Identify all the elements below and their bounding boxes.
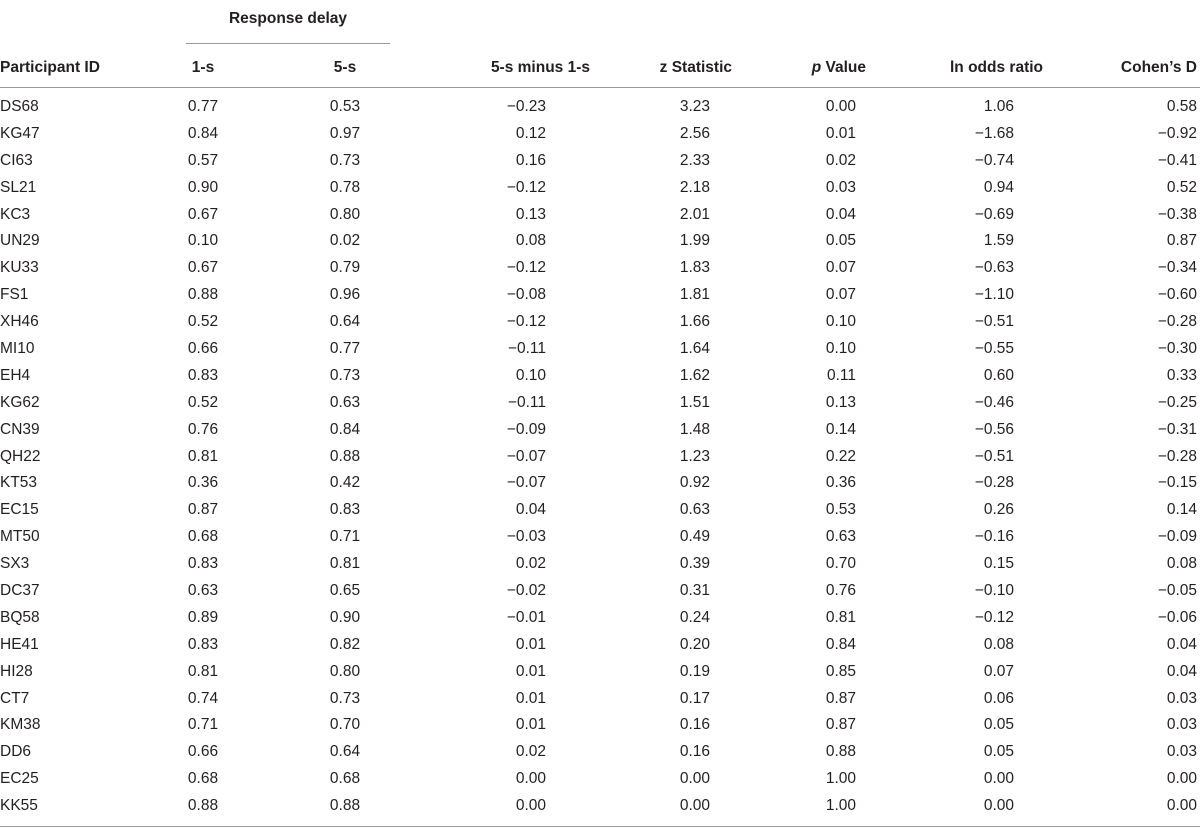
cell-five-s: 0.53	[329, 98, 361, 115]
cell-one-s: 0.81	[187, 447, 219, 465]
cell-diff: 0.13	[515, 205, 546, 223]
cell-participant-id: BQ58	[0, 608, 40, 626]
cell-cohens-d: 0.03	[1166, 743, 1197, 761]
cell-p-value: 0.10	[825, 340, 856, 358]
cell-five-s: 0.96	[329, 286, 361, 304]
header-5s-minus-1s: 5-s minus 1-s	[490, 59, 590, 76]
cell-p-value: 0.53	[825, 501, 856, 519]
cell-p-value: 0.07	[825, 286, 856, 304]
cell-participant-id: HI28	[0, 662, 33, 680]
cell-five-s: 0.63	[329, 393, 361, 411]
cell-participant-id: SL21	[0, 178, 37, 196]
table-row	[0, 121, 1200, 148]
header-participant-id: Participant ID	[0, 59, 100, 76]
cell-participant-id: KT53	[0, 474, 38, 492]
cell-five-s: 0.81	[329, 555, 361, 573]
cell-one-s: 0.68	[187, 528, 219, 546]
cell-ln-odds-ratio: 1.06	[983, 98, 1014, 115]
cell-p-value: 0.76	[825, 582, 856, 600]
cell-diff: 0.02	[515, 743, 546, 761]
cell-diff: −0.09	[506, 420, 546, 438]
cell-diff: 0.02	[515, 555, 546, 573]
cell-five-s: 0.78	[329, 178, 361, 196]
cell-cohens-d: −0.06	[1157, 608, 1197, 626]
cell-p-value: 0.03	[825, 178, 856, 196]
table-row	[0, 336, 1200, 363]
cell-z-statistic: 0.00	[679, 770, 710, 788]
cell-z-statistic: 0.16	[679, 743, 710, 761]
cell-one-s: 0.36	[187, 474, 219, 492]
table-row	[0, 497, 1200, 524]
cell-participant-id: KG62	[0, 393, 40, 411]
cell-five-s: 0.88	[329, 797, 361, 815]
cell-z-statistic: 1.51	[679, 393, 710, 411]
table-row	[0, 739, 1200, 766]
cell-ln-odds-ratio: −0.51	[974, 313, 1014, 331]
cell-one-s: 0.81	[187, 662, 219, 680]
cell-z-statistic: 1.23	[679, 447, 710, 465]
cell-one-s: 0.89	[187, 608, 219, 626]
cell-p-value: 0.85	[825, 662, 856, 680]
cell-cohens-d: −0.05	[1157, 582, 1197, 600]
cell-one-s: 0.63	[187, 582, 219, 600]
cell-p-value: 0.88	[825, 743, 856, 761]
header-p-value	[770, 58, 866, 78]
cell-participant-id: MI10	[0, 340, 35, 358]
cell-cohens-d: 0.04	[1166, 662, 1197, 680]
cell-ln-odds-ratio: −0.56	[974, 420, 1014, 438]
cell-ln-odds-ratio: −0.74	[974, 151, 1014, 169]
cell-participant-id: MT50	[0, 528, 40, 546]
cell-ln-odds-ratio: −0.69	[974, 205, 1014, 223]
cell-diff: 0.00	[515, 770, 546, 788]
table-row	[0, 578, 1200, 605]
cell-diff: 0.01	[515, 716, 546, 734]
cell-diff: 0.01	[515, 689, 546, 707]
cell-cohens-d: 0.00	[1166, 770, 1197, 788]
cell-z-statistic: 1.99	[679, 232, 710, 250]
cell-participant-id: QH22	[0, 447, 41, 465]
cell-five-s: 0.83	[329, 501, 361, 519]
cell-diff: −0.11	[507, 393, 546, 411]
cell-five-s: 0.80	[329, 662, 361, 680]
table-row	[0, 793, 1200, 820]
cell-ln-odds-ratio: 0.00	[983, 797, 1014, 815]
cell-cohens-d: 0.14	[1166, 501, 1197, 519]
cell-one-s: 0.74	[187, 689, 219, 707]
cell-five-s: 0.65	[329, 582, 361, 600]
cell-participant-id: DD6	[0, 743, 32, 761]
table-row	[0, 632, 1200, 659]
cell-cohens-d: 0.33	[1166, 366, 1197, 384]
cell-participant-id: DC37	[0, 582, 40, 600]
cell-ln-odds-ratio: 0.60	[983, 366, 1014, 384]
cell-z-statistic: 0.31	[679, 582, 710, 600]
cell-one-s: 0.84	[187, 124, 219, 142]
table-row	[0, 228, 1200, 255]
cell-z-statistic: 0.16	[679, 716, 710, 734]
cell-participant-id: KG47	[0, 124, 40, 142]
table-row	[0, 659, 1200, 686]
cell-p-value: 0.87	[825, 716, 856, 734]
cell-ln-odds-ratio: −0.12	[974, 608, 1014, 626]
cell-diff: 0.00	[515, 797, 546, 815]
cell-five-s: 0.79	[329, 259, 361, 277]
cell-participant-id: KM38	[0, 716, 41, 734]
cell-cohens-d: 0.58	[1166, 98, 1197, 115]
header-cohens-d: Cohen’s D	[1120, 59, 1197, 76]
cell-diff: 0.08	[515, 232, 546, 250]
cell-one-s: 0.71	[187, 716, 219, 734]
cell-ln-odds-ratio: −1.68	[974, 124, 1014, 142]
cell-z-statistic: 2.56	[679, 124, 710, 142]
cell-five-s: 0.64	[329, 743, 361, 761]
cell-z-statistic: 2.01	[679, 205, 710, 223]
group-header-rule	[186, 43, 390, 44]
cell-p-value: 0.87	[825, 689, 856, 707]
cell-one-s: 0.83	[187, 635, 219, 653]
table-row	[0, 202, 1200, 229]
cell-z-statistic: 0.00	[679, 797, 710, 815]
table-row	[0, 417, 1200, 444]
cell-participant-id: KK55	[0, 797, 38, 815]
table-row	[0, 470, 1200, 497]
cell-cohens-d: −0.15	[1157, 474, 1197, 492]
cell-cohens-d: −0.09	[1157, 528, 1197, 546]
cell-five-s: 0.80	[329, 205, 361, 223]
cell-z-statistic: 0.19	[679, 662, 710, 680]
cell-p-value: 0.05	[825, 232, 856, 250]
cell-z-statistic: 0.49	[679, 528, 710, 546]
table-row	[0, 712, 1200, 739]
cell-p-value: 0.63	[825, 528, 856, 546]
table-row	[0, 551, 1200, 578]
table-row	[0, 255, 1200, 282]
cell-ln-odds-ratio: −0.28	[974, 474, 1014, 492]
cell-p-value: 0.14	[825, 420, 856, 438]
cell-cohens-d: −0.30	[1157, 340, 1197, 358]
cell-five-s: 0.73	[329, 151, 361, 169]
table-row	[0, 605, 1200, 632]
cell-five-s: 0.71	[329, 528, 361, 546]
cell-diff: −0.03	[506, 528, 546, 546]
cell-cohens-d: −0.25	[1157, 393, 1197, 411]
cell-cohens-d: −0.31	[1157, 420, 1197, 438]
table-row	[0, 282, 1200, 309]
table-body	[0, 94, 1200, 820]
header-1s: 1-s	[191, 59, 215, 76]
table-row	[0, 175, 1200, 202]
cell-one-s: 0.68	[187, 770, 219, 788]
cell-cohens-d: 0.00	[1166, 797, 1197, 815]
cell-one-s: 0.90	[187, 178, 219, 196]
cell-participant-id: FS1	[0, 286, 29, 304]
cell-ln-odds-ratio: −0.10	[974, 582, 1014, 600]
cell-z-statistic: 1.48	[679, 420, 710, 438]
cell-cohens-d: −0.34	[1157, 259, 1197, 277]
header-5s: 5-s	[333, 59, 357, 76]
table-row	[0, 363, 1200, 390]
cell-five-s: 0.73	[329, 366, 361, 384]
cell-ln-odds-ratio: −0.55	[974, 340, 1014, 358]
cell-z-statistic: 1.83	[679, 259, 710, 277]
cell-diff: −0.07	[506, 474, 546, 492]
cell-participant-id: CT7	[0, 689, 30, 707]
cell-diff: 0.16	[515, 151, 546, 169]
bottom-rule	[0, 826, 1200, 827]
cell-participant-id: EH4	[0, 366, 31, 384]
cell-p-value: 0.10	[825, 313, 856, 331]
cell-diff: 0.12	[515, 124, 546, 142]
cell-one-s: 0.67	[187, 259, 219, 277]
cell-z-statistic: 3.23	[679, 98, 710, 115]
cell-z-statistic: 0.39	[679, 555, 710, 573]
cell-ln-odds-ratio: 0.07	[983, 662, 1014, 680]
table-row	[0, 766, 1200, 793]
cell-cohens-d: −0.60	[1157, 286, 1197, 304]
cell-participant-id: SX3	[0, 555, 30, 573]
cell-diff: 0.10	[515, 366, 546, 384]
header-p-italic: p	[811, 59, 822, 76]
table-row	[0, 686, 1200, 713]
cell-participant-id: KC3	[0, 205, 31, 223]
cell-participant-id: DS68	[0, 98, 39, 115]
cell-p-value: 0.81	[825, 608, 856, 626]
cell-diff: −0.02	[506, 582, 546, 600]
cell-ln-odds-ratio: −0.46	[974, 393, 1014, 411]
cell-ln-odds-ratio: −0.16	[974, 528, 1014, 546]
table-row	[0, 148, 1200, 175]
table-row	[0, 524, 1200, 551]
cell-one-s: 0.67	[187, 205, 219, 223]
cell-z-statistic: 2.33	[679, 151, 710, 169]
cell-cohens-d: −0.92	[1157, 124, 1197, 142]
cell-z-statistic: 1.66	[679, 313, 710, 331]
cell-p-value: 0.01	[825, 124, 856, 142]
cell-p-value: 0.02	[825, 151, 856, 169]
cell-diff: −0.12	[506, 313, 546, 331]
cell-five-s: 0.77	[329, 340, 361, 358]
table-row	[0, 444, 1200, 471]
cell-z-statistic: 1.64	[679, 340, 710, 358]
cell-z-statistic: 1.81	[679, 286, 710, 304]
cell-five-s: 0.90	[329, 608, 361, 626]
cell-p-value: 1.00	[825, 797, 856, 815]
cell-one-s: 0.52	[187, 313, 219, 331]
cell-one-s: 0.83	[187, 366, 219, 384]
cell-z-statistic: 0.17	[679, 689, 710, 707]
cell-cohens-d: 0.03	[1166, 716, 1197, 734]
cell-one-s: 0.76	[187, 420, 219, 438]
cell-p-value: 0.36	[825, 474, 856, 492]
cell-one-s: 0.88	[187, 286, 219, 304]
cell-participant-id: HE41	[0, 635, 39, 653]
cell-diff: −0.11	[507, 340, 546, 358]
cell-cohens-d: 0.52	[1166, 178, 1197, 196]
cell-ln-odds-ratio: 1.59	[983, 232, 1014, 250]
cell-ln-odds-ratio: 0.08	[983, 635, 1014, 653]
cell-five-s: 0.42	[329, 474, 361, 492]
cell-z-statistic: 1.62	[679, 366, 710, 384]
cell-ln-odds-ratio: 0.94	[983, 178, 1014, 196]
header-rule	[0, 87, 1200, 88]
cell-p-value: 1.00	[825, 770, 856, 788]
cell-five-s: 0.70	[329, 716, 361, 734]
cell-one-s: 0.52	[187, 393, 219, 411]
cell-diff: −0.12	[506, 178, 546, 196]
cell-z-statistic: 2.18	[679, 178, 710, 196]
cell-participant-id: UN29	[0, 232, 40, 250]
cell-ln-odds-ratio: 0.26	[983, 501, 1014, 519]
cell-ln-odds-ratio: −0.63	[974, 259, 1014, 277]
cell-cohens-d: −0.28	[1157, 447, 1197, 465]
cell-cohens-d: −0.41	[1157, 151, 1197, 169]
cell-five-s: 0.97	[329, 124, 361, 142]
cell-p-value: 0.70	[825, 555, 856, 573]
cell-one-s: 0.66	[187, 743, 219, 761]
header-z-statistic: z Statistic	[659, 59, 732, 76]
cell-ln-odds-ratio: 0.00	[983, 770, 1014, 788]
cell-diff: −0.08	[506, 286, 546, 304]
cell-ln-odds-ratio: 0.15	[983, 555, 1014, 573]
cell-five-s: 0.64	[329, 313, 361, 331]
cell-z-statistic: 0.20	[679, 635, 710, 653]
cell-one-s: 0.87	[187, 501, 219, 519]
cell-p-value: 0.07	[825, 259, 856, 277]
cell-z-statistic: 0.92	[679, 474, 710, 492]
cell-participant-id: CI63	[0, 151, 33, 169]
cell-one-s: 0.66	[187, 340, 219, 358]
cell-five-s: 0.88	[329, 447, 361, 465]
cell-z-statistic: 0.63	[679, 501, 710, 519]
response-delay-group-header: Response delay	[228, 10, 348, 27]
cell-cohens-d: −0.28	[1157, 313, 1197, 331]
cell-p-value: 0.04	[825, 205, 856, 223]
cell-p-value: 0.00	[825, 98, 856, 115]
header-ln-odds-ratio: ln odds ratio	[950, 59, 1043, 76]
cell-ln-odds-ratio: 0.05	[983, 716, 1014, 734]
cell-cohens-d: −0.38	[1157, 205, 1197, 223]
cell-cohens-d: 0.03	[1166, 689, 1197, 707]
cell-five-s: 0.84	[329, 420, 361, 438]
cell-z-statistic: 0.24	[679, 608, 710, 626]
cell-five-s: 0.68	[329, 770, 361, 788]
cell-diff: −0.01	[506, 608, 546, 626]
cell-five-s: 0.02	[329, 232, 361, 250]
cell-p-value: 0.11	[826, 366, 856, 384]
cell-diff: −0.12	[506, 259, 546, 277]
cell-p-value: 0.84	[825, 635, 856, 653]
cell-five-s: 0.73	[329, 689, 361, 707]
cell-diff: 0.01	[515, 635, 546, 653]
cell-cohens-d: 0.04	[1166, 635, 1197, 653]
cell-one-s: 0.83	[187, 555, 219, 573]
table-row	[0, 309, 1200, 336]
table-row	[0, 94, 1200, 121]
table-row	[0, 390, 1200, 417]
cell-participant-id: XH46	[0, 313, 39, 331]
cell-ln-odds-ratio: −0.51	[974, 447, 1014, 465]
cell-cohens-d: 0.08	[1166, 555, 1197, 573]
cell-diff: −0.23	[506, 98, 546, 115]
cell-participant-id: KU33	[0, 259, 39, 277]
cell-one-s: 0.88	[187, 797, 219, 815]
cell-diff: −0.07	[506, 447, 546, 465]
cell-participant-id: EC15	[0, 501, 39, 519]
header-p-rest: Value	[821, 59, 866, 76]
cell-ln-odds-ratio: −1.10	[974, 286, 1014, 304]
cell-p-value: 0.22	[825, 447, 856, 465]
cell-diff: 0.01	[515, 662, 546, 680]
cell-participant-id: CN39	[0, 420, 40, 438]
cell-five-s: 0.82	[329, 635, 361, 653]
cell-diff: 0.04	[515, 501, 546, 519]
cell-one-s: 0.57	[187, 151, 219, 169]
cell-participant-id: EC25	[0, 770, 39, 788]
cell-one-s: 0.10	[187, 232, 219, 250]
cell-p-value: 0.13	[825, 393, 856, 411]
cell-one-s: 0.77	[187, 98, 219, 115]
cell-cohens-d: 0.87	[1166, 232, 1197, 250]
cell-ln-odds-ratio: 0.05	[983, 743, 1014, 761]
cell-ln-odds-ratio: 0.06	[983, 689, 1014, 707]
